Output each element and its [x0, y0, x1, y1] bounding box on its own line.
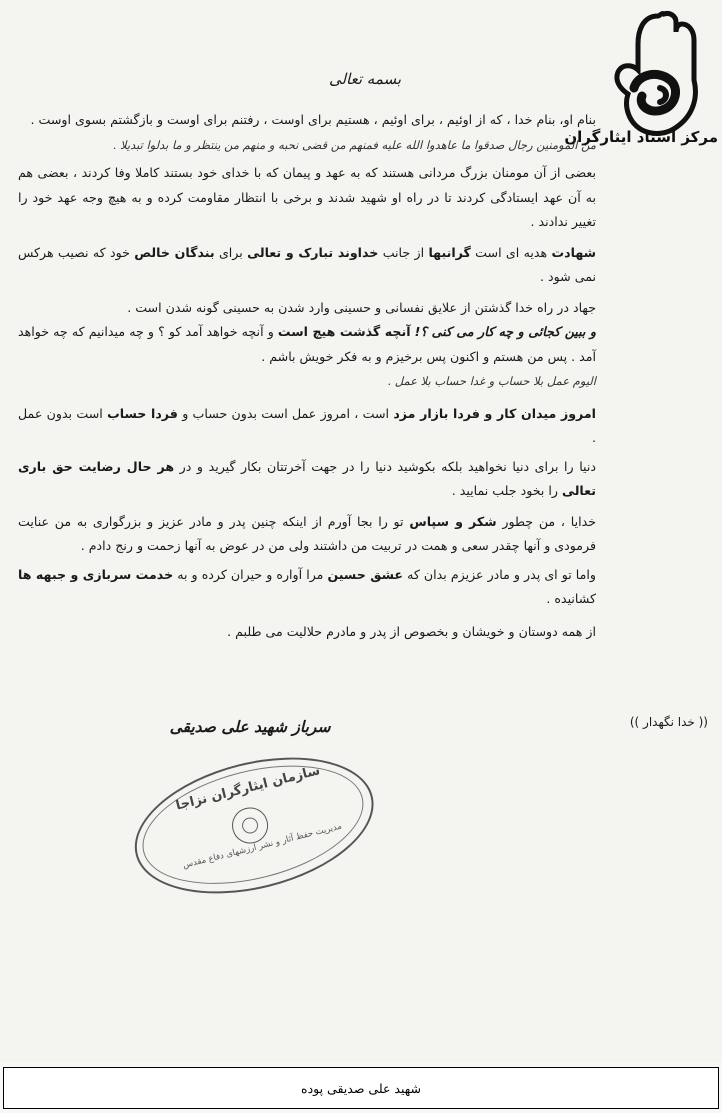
body-text: مرا آواره و حیران کرده و به: [177, 566, 324, 582]
body-text: را بخود جلب نمایید .: [451, 483, 558, 498]
emphasis-text: آنچه گذشت هیچ است: [277, 324, 411, 339]
official-stamp: [112, 735, 392, 915]
stamp-title: سازمان ایثارگران نزاجا: [174, 763, 322, 814]
body-text: خدایا ، من چطور: [502, 513, 596, 529]
emphasis-text: شهادت: [551, 244, 597, 260]
paragraph-martyrdom: [18, 241, 596, 290]
letter-body: [18, 108, 596, 644]
paragraph-jihad: جهاد در راه خدا گذشتن از علایق نفسانی و حسینی وارد شدن به حسینی گونه شدن است .: [127, 299, 596, 315]
paragraph-quran-verse: من المومنین رجال صدقوا ما عاهدوا الله علیه فمنهم من قضی نحبه و منهم من ینتظر و ما بدلوا تبدیلا .: [112, 137, 596, 152]
body-text: دنیا را برای دنیا نخواهید بلکه بکوشید دنیا را در جهت آخرتتان بکار گیرید و در: [179, 458, 596, 474]
closing-line: (( خدا نگهدار )): [629, 715, 708, 729]
emphasis-text: خداوند تبارک و تعالی: [247, 244, 379, 260]
paragraph-world: [18, 455, 596, 504]
body-text: هدیه ای است: [475, 244, 548, 260]
emphasis-text: عشق حسین: [327, 566, 404, 582]
body-text: است ، امروز عمل است بدون حساب و: [182, 405, 390, 421]
body-text: برای: [218, 244, 243, 260]
basmala-heading: بسمه تعالی: [328, 70, 402, 88]
caption-text: شهید علی صدیقی پوده: [301, 1080, 421, 1096]
body-text: تو را بجا آورم از اینکه چنین پدر و مادر عزیز و بزرگواری به من عنایت فرمودی و آنها چقدر سعی و همت در تربیت من داشتند ولی من در عوض به آنها زحمت و رنج دادم .: [18, 513, 596, 553]
emphasis-text: گرانبها: [428, 244, 471, 260]
body-text: است بدون عمل .: [18, 405, 596, 445]
caption-box: [3, 1067, 719, 1109]
signature: سرباز شهید علی صدیقی: [169, 717, 331, 736]
emphasis-text: فردا حساب: [107, 405, 178, 421]
body-text: و آنچه خواهد آمد کو ؟ و چه میدانیم که چه خواهد آمد . پس من هستم و اکنون پس برخیزم و به فکر خویش باشم .: [18, 324, 596, 364]
paragraph-opening: بنام او، بنام خدا ، که از اوئیم ، برای اوئیم ، هستیم برای اوست ، رفتنم برای اوست و بازگشتم بسوی اوست .: [30, 112, 596, 127]
emphasis-text: شکر و سپاس: [409, 513, 497, 529]
emphasis-text: بندگان خالص: [134, 244, 215, 260]
paragraph-parents: [18, 563, 596, 612]
paragraph-hadith: الیوم عمل بلا حساب و غدا حساب بلا عمل .: [387, 374, 596, 388]
emphasis-text: و ببین کجائی و چه کار می کنی ؟!: [414, 324, 596, 339]
body-text: کشانیده .: [546, 591, 596, 606]
emphasis-text: امروز میدان کار و فردا بازار مزد: [393, 405, 596, 421]
logo-caption: مرکز اسناد ایثارگران: [564, 128, 718, 146]
paragraph-reflection: [18, 320, 596, 369]
body-text: واما تو ای پدر و مادر عزیزم بدان که: [407, 566, 596, 582]
emphasis-text: خدمت سربازی و جبهه ها: [18, 566, 174, 582]
emphasis-text: هر حال رضایت حق باری تعالی: [18, 458, 596, 498]
stamp-subtitle: مدیریت حفظ آثار و نشر ارزشهای دفاع مقدس: [181, 821, 343, 871]
paragraph-believers: بعضی از آن مومنان بزرگ مردانی هستند که به عهد و پیمان که با خدای خود بستند کاملا وفا کردند ، بعضی هم به آن عهد ایستادگی کردند تا در راه او شهید شدند و برخی با انتظار مقاومت کرده و به هیچ وجه عهد خود را تغییر ندادند .: [18, 165, 596, 229]
stamp-body: [94, 704, 409, 946]
body-text: از جانب: [382, 244, 425, 260]
body-text: خود که نصیب هرکس نمی شود .: [18, 244, 596, 284]
paragraph-gratitude: [18, 510, 596, 559]
paragraph-today-tomorrow: [18, 402, 596, 451]
paragraph-farewell: از همه دوستان و خویشان و بخصوص از پدر و مادرم حلالیت می طلبم .: [227, 623, 596, 639]
